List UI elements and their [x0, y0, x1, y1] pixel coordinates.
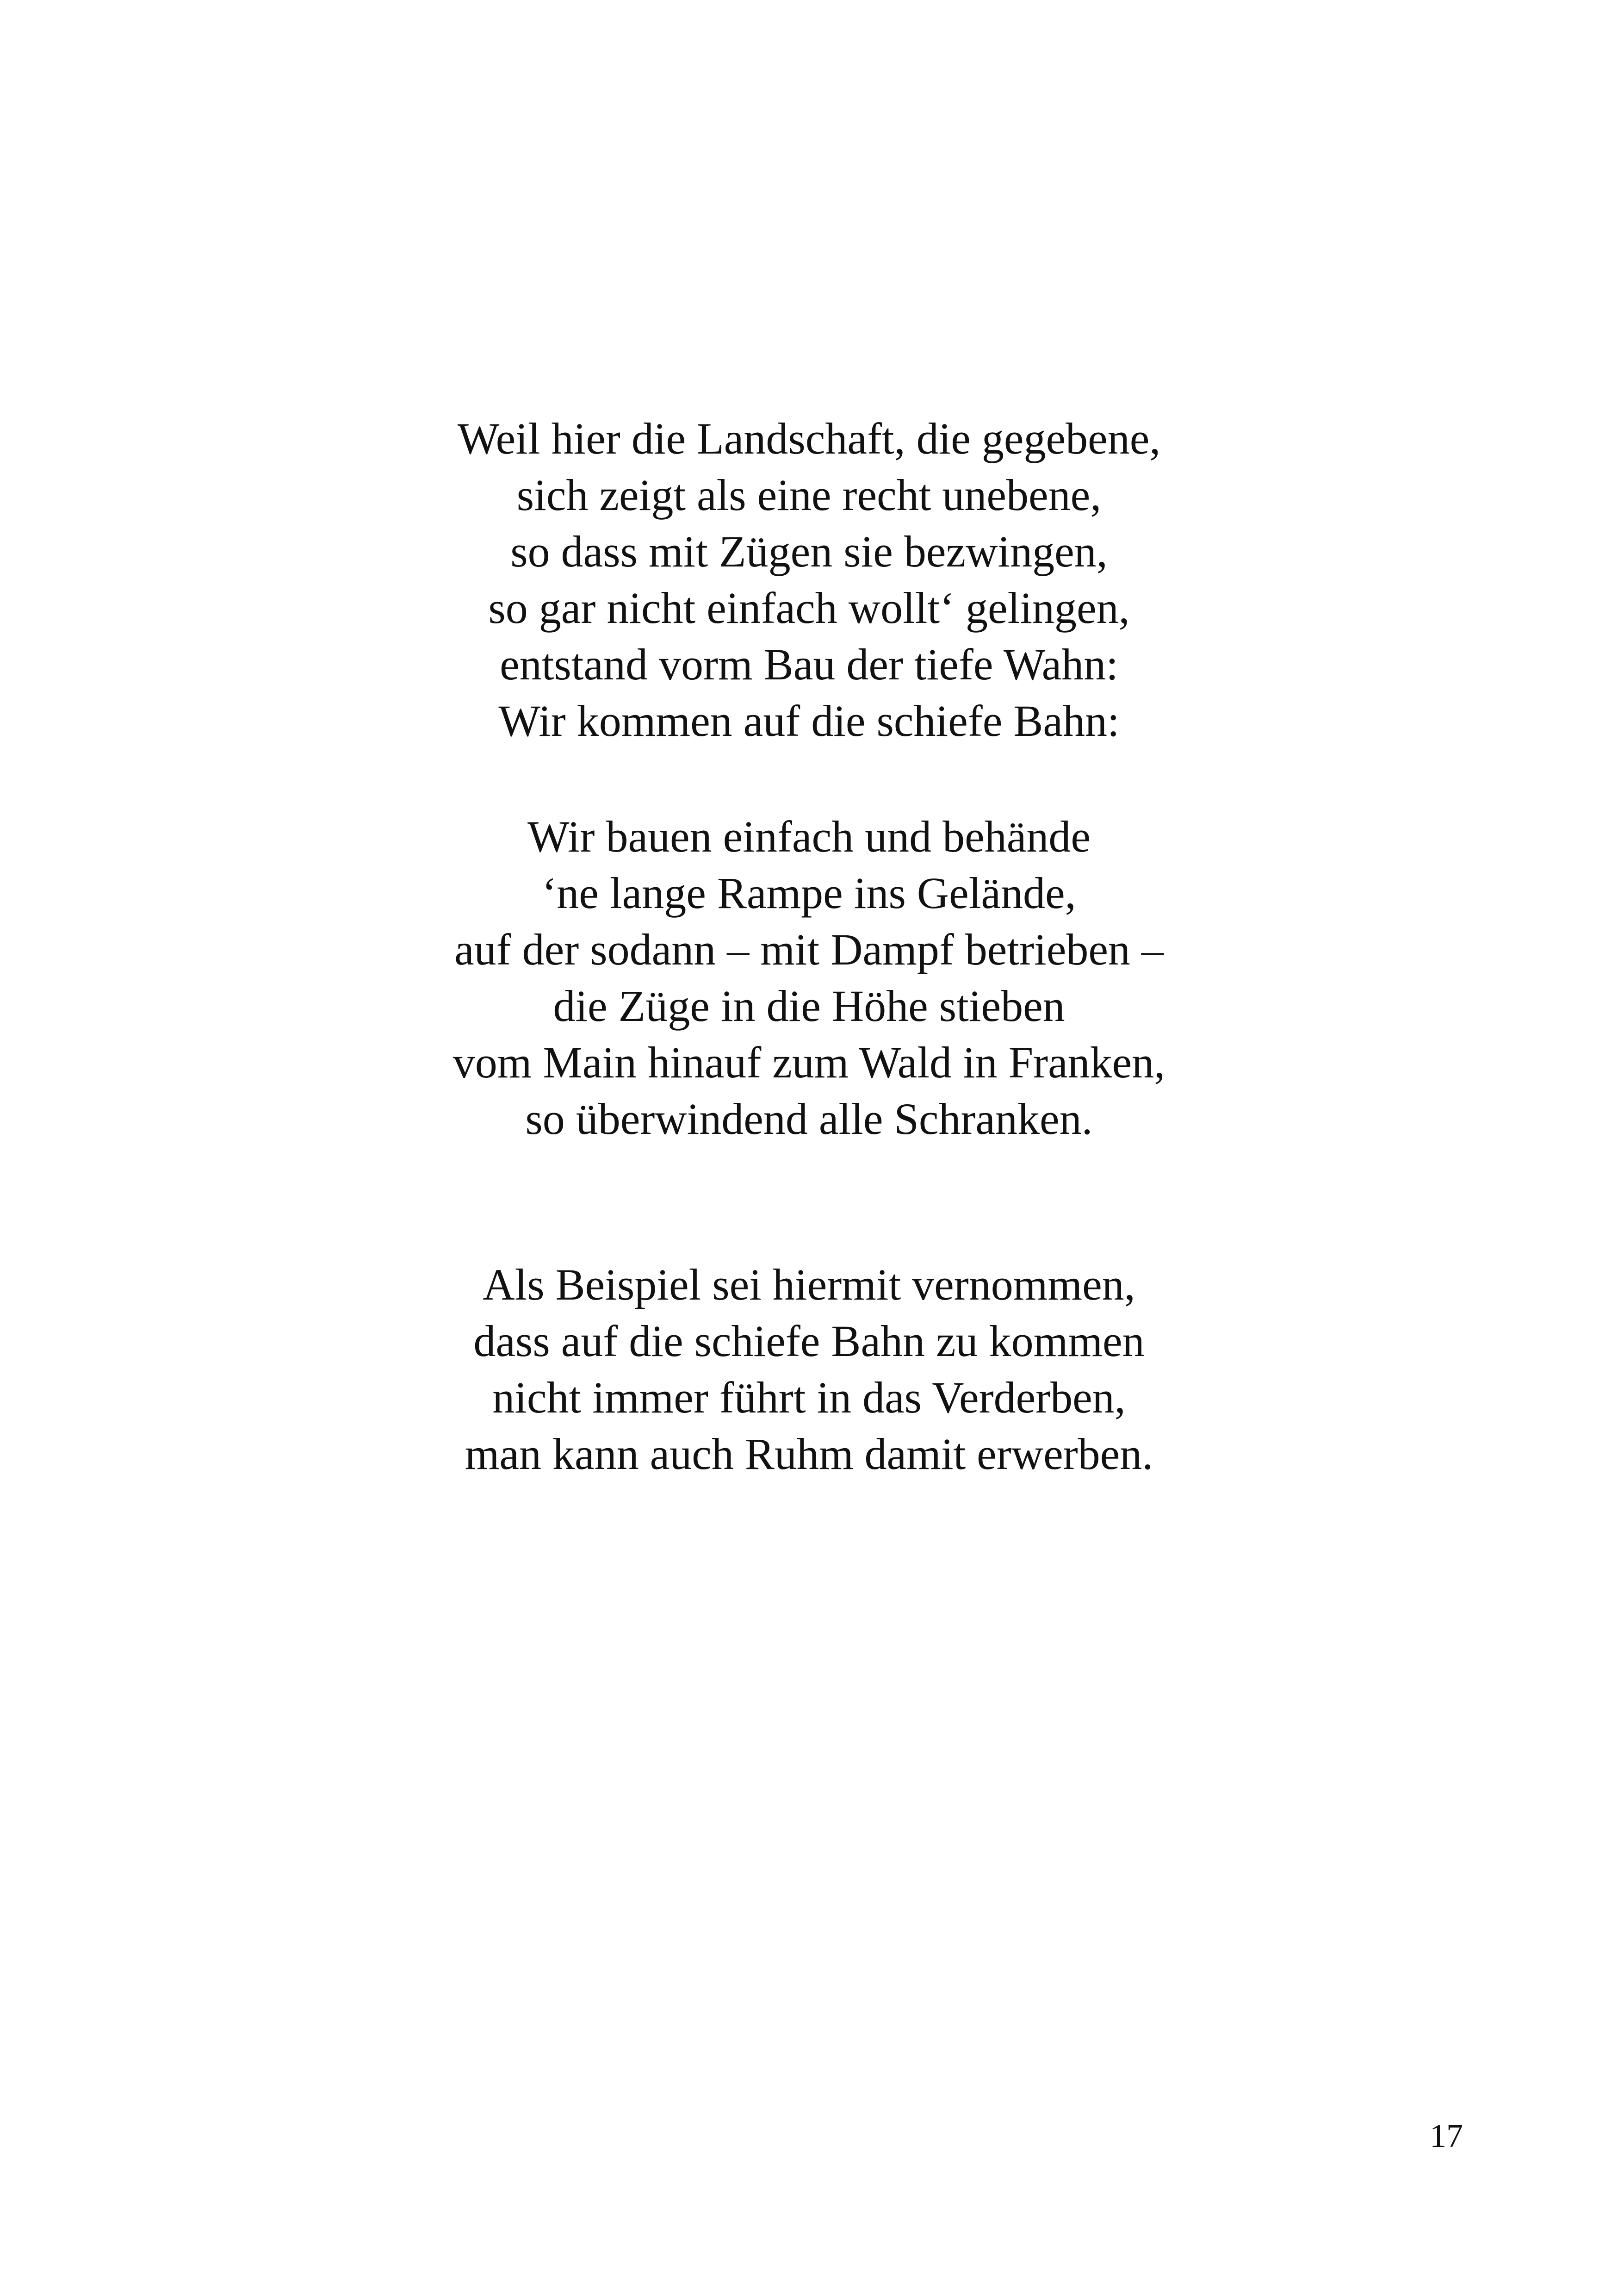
stanza-3: [0, 1257, 1618, 1482]
stanza-1: [0, 411, 1618, 749]
poem-line: entstand vorm Bau der tiefe Wahn:: [500, 640, 1118, 689]
poem-line: Wir bauen einfach und behände: [527, 812, 1091, 861]
poem-line: Wir kommen auf die schiefe Bahn:: [498, 696, 1120, 746]
poem-line: dass auf die schiefe Bahn zu kommen: [473, 1316, 1145, 1366]
poem-line: Als Beispiel sei hiermit vernommen,: [483, 1260, 1135, 1309]
poem-line: ‘ne lange Rampe ins Gelände,: [542, 868, 1076, 918]
poem-line: auf der sodann – mit Dampf betrieben –: [454, 925, 1164, 974]
poem-line: so überwindend alle Schranken.: [525, 1094, 1093, 1144]
poem-line: nicht immer führt in das Verderben,: [492, 1373, 1126, 1422]
poem-line: Weil hier die Landschaft, die gegebene,: [457, 414, 1161, 463]
poem-line: so gar nicht einfach wollt‘ gelingen,: [488, 583, 1130, 633]
poem-line: so dass mit Zügen sie bezwingen,: [510, 527, 1108, 576]
page-number: 17: [1430, 2117, 1463, 2154]
poem-line: sich zeigt als eine recht unebene,: [516, 470, 1102, 520]
poem-line: die Züge in die Höhe stieben: [553, 981, 1065, 1031]
poem-line: vom Main hinauf zum Wald in Franken,: [453, 1038, 1165, 1087]
stanza-2: [0, 809, 1618, 1147]
poem-line: man kann auch Ruhm damit erwerben.: [465, 1429, 1153, 1479]
